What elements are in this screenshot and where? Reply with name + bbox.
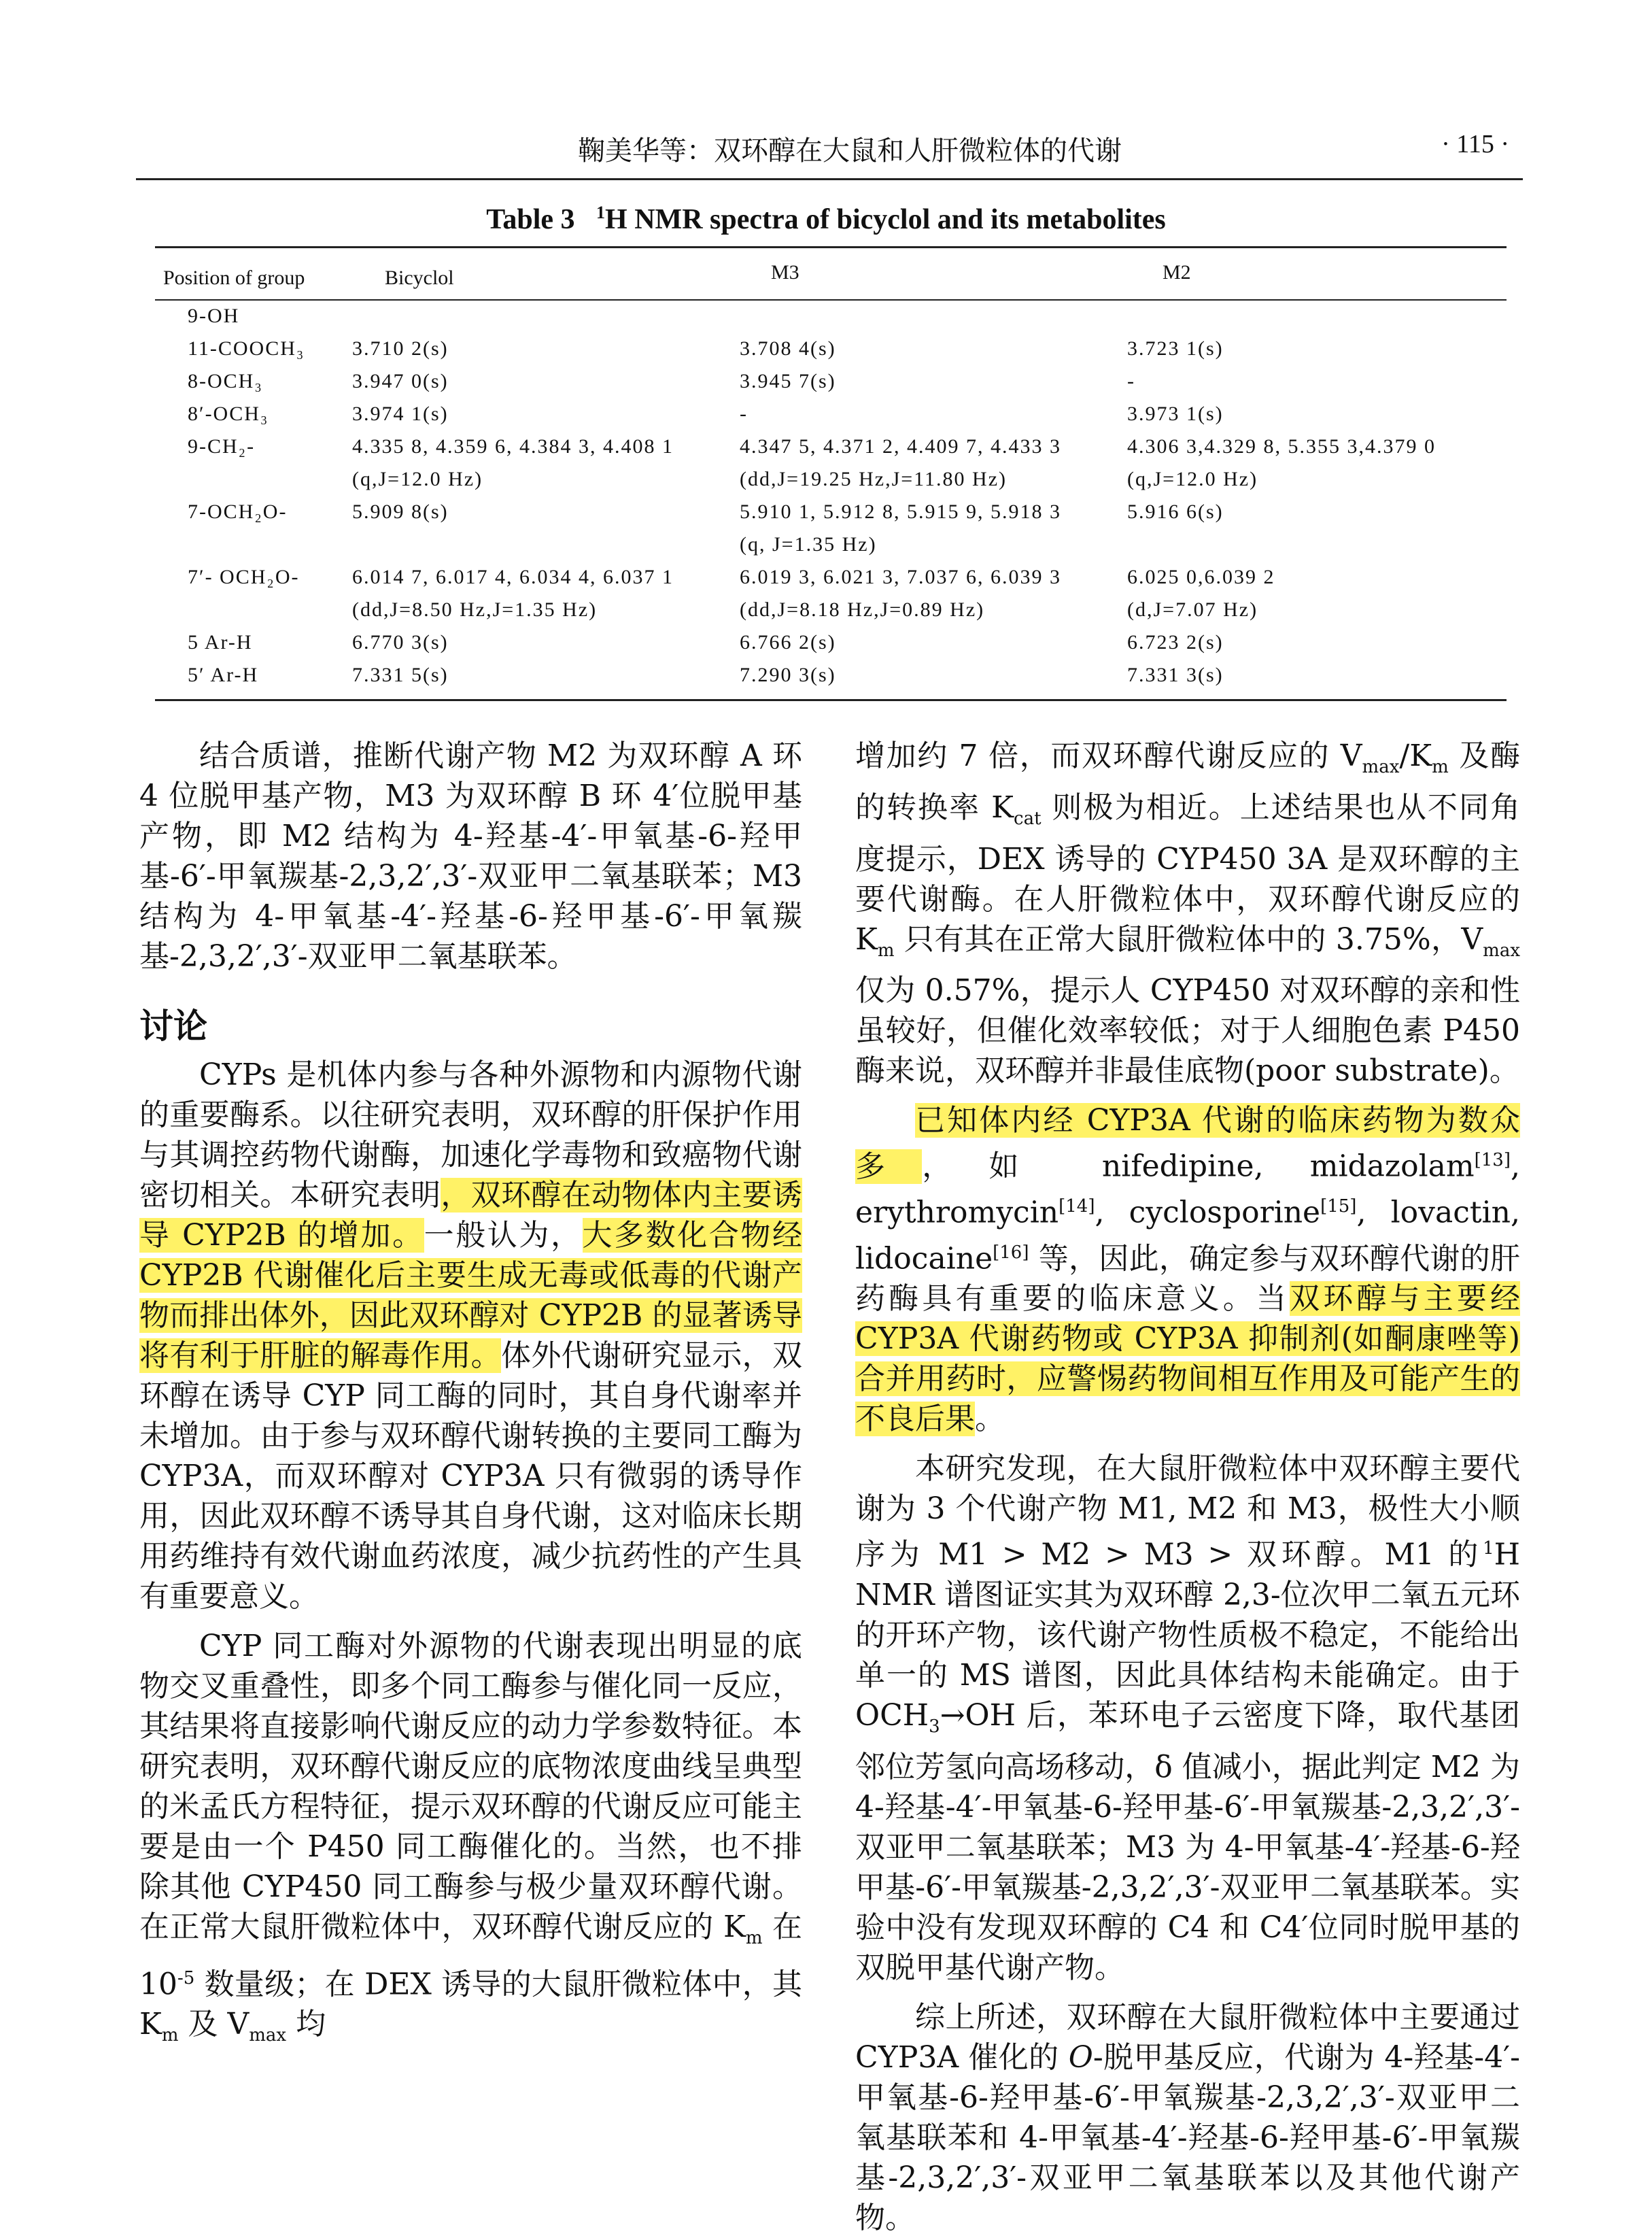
- cell-m2: -: [1127, 370, 1135, 392]
- text-run: , erythromycin: [855, 1149, 1520, 1230]
- running-header: [136, 121, 1523, 175]
- cell-position: 9-CH₂-: [188, 435, 256, 458]
- highlighted-text: 大多数化合物经 CYP2B 代谢催化后主要生成无毒或低毒的代谢产物而排出体外，因此双环醇对 CYP2B 的显著诱导将有利于肝脏的解毒作用。: [139, 1218, 803, 1373]
- subscript: m: [745, 1927, 763, 1948]
- text-run: 仅为 0.57%，提示人 CYP450 对双环醇的亲和性虽较好，但催化效率较低；对于人细胞色素 P450 酶来说，双环醇并非最佳底物(poor substrate)。: [855, 973, 1520, 1089]
- cell-m3: 6.766 2(s): [740, 631, 836, 654]
- text-run: CYPs 是机体内参与各种外源物和内源物代谢的重要酶系。以往研究表明，双环醇的肝保护作用与其调控药物代谢酶，加速化学毒物和致癌物代谢密切相关。本研究表明: [139, 1057, 802, 1213]
- text-run: 只有其在正常大鼠肝微粒体中的 3.75%，V: [894, 921, 1483, 957]
- cell-m3: (dd,J=19.25 Hz,J=11.80 Hz): [740, 468, 1008, 490]
- cell-m2: 7.331 3(s): [1127, 664, 1224, 686]
- text-run: 及酶的转换率 K: [855, 739, 1520, 825]
- cell-bicyclol: 5.909 8(s): [352, 501, 449, 523]
- text-run: 体外代谢研究显示，双环醇在诱导 CYP 同工酶的同时，其自身代谢率并未增加。由于参与双环醇代谢转换的主要同工酶为 CYP3A，而双环醇对 CYP3A 只有微弱的诱导作用，因此双环醇不诱导其自身代谢，这对临床长期用药维持有效代谢血药浓度，减少抗药性的产生具有重要意义。: [139, 1338, 802, 1614]
- subscript: max: [249, 2025, 287, 2046]
- citation: [16]: [993, 1242, 1029, 1263]
- cell-position: 8′-OCH₃: [188, 403, 269, 425]
- cell-m3: 6.019 3, 6.021 3, 7.037 6, 6.039 3: [740, 566, 1061, 588]
- cell-m2: 3.973 1(s): [1127, 403, 1224, 425]
- paragraph-structure-conclusion: 结合质谱，推断代谢产物 M2 为双环醇 A 环 4 位脱甲基产物，M3 为双环醇 B 环 4′位脱甲基产物，即 M2 结构为 4-羟基-4′-甲氧基-6-羟甲基-6′-甲氧羰基-2,3,2′,3′-双亚甲二氧基联苯；M3 结构为 4-甲氧基-4′-羟基-6-羟甲基-6′-甲氧羰基-2,3,2′,3′-双亚甲二氧基联苯。: [139, 739, 802, 974]
- text-run: 一般认为，: [424, 1218, 583, 1253]
- table-caption: [0, 203, 1652, 236]
- cell-m2: 3.723 1(s): [1127, 337, 1224, 360]
- paragraph-kinetics: [139, 1626, 802, 2056]
- text-run: , lovactin, lidocaine: [855, 1195, 1520, 1276]
- text-run: 数量级；在 DEX 诱导的大鼠肝微粒体中，其 K: [139, 1967, 802, 2042]
- italic-text: O: [1068, 2039, 1093, 2075]
- cell-m2: (d,J=7.07 Hz): [1127, 598, 1258, 621]
- paragraph-drug-interaction: [855, 1100, 1520, 1439]
- cell-m3: 3.945 7(s): [740, 370, 836, 392]
- cell-bicyclol: 4.335 8, 4.359 6, 4.384 3, 4.408 1: [352, 435, 674, 458]
- right-column: [855, 736, 1520, 2238]
- table-caption-label: Table 3: [486, 204, 575, 235]
- paragraph-cyp-induction: [139, 1055, 802, 1616]
- citation: [13]: [1474, 1150, 1511, 1171]
- table-caption-text: H NMR spectra of bicyclol and its metabolites: [605, 204, 1166, 235]
- citation: [14]: [1059, 1196, 1095, 1217]
- paragraph-kinetics-continued: [855, 736, 1520, 1091]
- cell-position: 5′ Ar-H: [188, 664, 259, 686]
- cell-bicyclol: (q,J=12.0 Hz): [352, 468, 483, 490]
- cell-m2: 6.723 2(s): [1127, 631, 1224, 654]
- running-title: 鞠美华等：双环醇在大鼠和人肝微粒体的代谢: [578, 135, 1122, 167]
- citation: [15]: [1320, 1196, 1357, 1217]
- cell-m2: (q,J=12.0 Hz): [1127, 468, 1258, 490]
- subscript: max: [1362, 756, 1400, 777]
- highlighted-text: 已知体内经 CYP3A 代谢的临床药物为数众多: [855, 1103, 1520, 1185]
- text-run: →OH 后，苯环电子云密度下降，取代基团邻位芳氢向高场移动，δ 值减小，据此判定 M2 为 4-羟基-4′-甲氧基-6-羟甲基-6′-甲氧羰基-2,3,2′,3′-双亚甲二氧基联苯；M3 为 4-甲氧基-4′-羟基-6-羟甲基-6′-甲氧羰基-2,3,2′,3′-双亚甲二氧基联苯。实验中没有发现双环醇的 C4 和 C4′位同时脱甲基的双脱甲基代谢产物。: [855, 1698, 1520, 1985]
- text-run: H NMR 谱图证实其为双环醇 2,3-位次甲二氧五元环的开环产物，该代谢产物性质极不稳定，不能给出单一的 MS 谱图，因此具体结构未能确定。由于 OCH: [855, 1538, 1520, 1733]
- cell-bicyclol: (dd,J=8.50 Hz,J=1.35 Hz): [352, 598, 598, 621]
- cell-m3: 7.290 3(s): [740, 664, 836, 686]
- caption-superscript: 1: [596, 203, 606, 222]
- table-top-rule: [155, 246, 1507, 248]
- highlighted-text: ，双环醇在动物体内主要诱导 CYP2B 的增加。: [139, 1178, 803, 1253]
- cell-m2: 5.916 6(s): [1127, 501, 1224, 523]
- cell-position: 9-OH: [188, 305, 240, 327]
- cell-position: 11-COOCH₃: [188, 337, 305, 360]
- table-header-m2: M2: [1163, 261, 1191, 284]
- cell-bicyclol: 6.014 7, 6.017 4, 6.034 4, 6.037 1: [352, 566, 674, 588]
- text-run: CYP 同工酶对外源物的代谢表现出明显的底物交叉重叠性，即多个同工酶参与催化同一反应，其结果将直接影响代谢反应的动力学参数特征。本研究表明，双环醇代谢反应的底物浓度曲线呈典型的米孟氏方程特征，提示双环醇的代谢反应可能主要是由一个 P450 同工酶催化的。当然，也不排除其他 CYP450 同工酶参与极少量双环醇代谢。在正常大鼠肝微粒体中，双环醇代谢反应的 K: [139, 1629, 802, 1944]
- subscript: max: [1483, 940, 1520, 961]
- text-run: ，如 nifedipine, midazolam: [922, 1149, 1475, 1185]
- cell-m2: 4.306 3,4.329 8, 5.355 3,4.379 0: [1127, 435, 1436, 458]
- text-run: 均: [286, 2007, 326, 2042]
- text-run: 。: [975, 1402, 1005, 1437]
- header-rule: [136, 178, 1523, 180]
- highlighted-text: 双环醇与主要经 CYP3A 代谢药物或 CYP3A 抑制剂(如酮康唑等)合并用药时，应警惕药物间相互作用及可能产生的不良后果: [855, 1281, 1521, 1437]
- superscript: 1: [1483, 1538, 1494, 1559]
- table-header-bicyclol: Bicyclol: [385, 267, 454, 289]
- cell-position: 7′- OCH₂O-: [188, 566, 300, 588]
- cell-m3: 5.910 1, 5.912 8, 5.915 9, 5.918 3: [740, 501, 1061, 523]
- text-run: 在 10: [139, 1910, 802, 2002]
- table-header-m3: M3: [771, 261, 799, 284]
- text-run: 本研究发现，在大鼠肝微粒体中双环醇主要代谢为 3 个代谢产物 M1, M2 和 M3，极性大小顺序为 M1 > M2 > M3 > 双环醇。M1 的: [855, 1451, 1520, 1573]
- section-title-discussion: 讨论: [139, 1006, 207, 1046]
- text-run: 及 V: [178, 2007, 249, 2042]
- table-header-position: Position of group: [163, 267, 305, 289]
- cell-position: 5 Ar-H: [188, 631, 253, 654]
- cell-m3: -: [740, 403, 748, 425]
- table-header-rule: [155, 299, 1507, 301]
- cell-bicyclol: 3.947 0(s): [352, 370, 449, 392]
- cell-bicyclol: 3.974 1(s): [352, 403, 449, 425]
- text-run: 增加约 7 倍，而双环醇代谢反应的 V: [855, 739, 1362, 773]
- cell-bicyclol: 3.710 2(s): [352, 337, 449, 360]
- paragraph-summary: [855, 1997, 1520, 2238]
- cell-m3: 4.347 5, 4.371 2, 4.409 7, 4.433 3: [740, 435, 1061, 458]
- cell-position: 7-OCH₂O-: [188, 501, 288, 523]
- text-run: 综上所述，双环醇在大鼠肝微粒体中主要通过 CYP3A 催化的: [855, 1999, 1520, 2075]
- text-run: 则极为相近。上述结果也从不同角度提示，DEX 诱导的 CYP450 3A 是双环醇的主要代谢酶。在人肝微粒体中，双环醇代谢反应的 K: [855, 790, 1520, 957]
- cell-m3: 3.708 4(s): [740, 337, 836, 360]
- table-bottom-rule: [155, 699, 1507, 701]
- cell-m2: 6.025 0,6.039 2: [1127, 566, 1275, 588]
- text-run: -脱甲基反应，代谢为 4-羟基-4′-甲氧基-6-羟甲基-6′-甲氧羰基-2,3,2′,3′-双亚甲二氧基联苯和 4-甲氧基-4′-羟基-6-羟甲基-6′-甲氧羰基-2,3,2′,3′-双亚甲二氧基联苯以及其他代谢产物。: [855, 2039, 1521, 2235]
- subscript: m: [877, 940, 895, 961]
- text-run: /K: [1399, 739, 1432, 773]
- subscript: m: [1432, 756, 1449, 777]
- cell-m3: (q, J=1.35 Hz): [740, 533, 877, 556]
- cell-position: 8-OCH₃: [188, 370, 263, 392]
- page-number: · 115 ·: [1441, 130, 1509, 158]
- cell-bicyclol: 6.770 3(s): [352, 631, 449, 654]
- left-column: [139, 736, 802, 2056]
- text-run: 等，因此，确定参与双环醇代谢的肝药酶具有重要的临床意义。当: [855, 1241, 1520, 1317]
- cell-m3: (dd,J=8.18 Hz,J=0.89 Hz): [740, 598, 985, 621]
- superscript: -5: [177, 1967, 195, 1988]
- cell-bicyclol: 7.331 5(s): [352, 664, 449, 686]
- subscript: m: [161, 2025, 179, 2046]
- subscript: 3: [929, 1716, 940, 1737]
- subscript: cat: [1014, 808, 1042, 829]
- text-run: , cyclosporine: [1095, 1195, 1321, 1230]
- paragraph-metabolites: [855, 1448, 1520, 1987]
